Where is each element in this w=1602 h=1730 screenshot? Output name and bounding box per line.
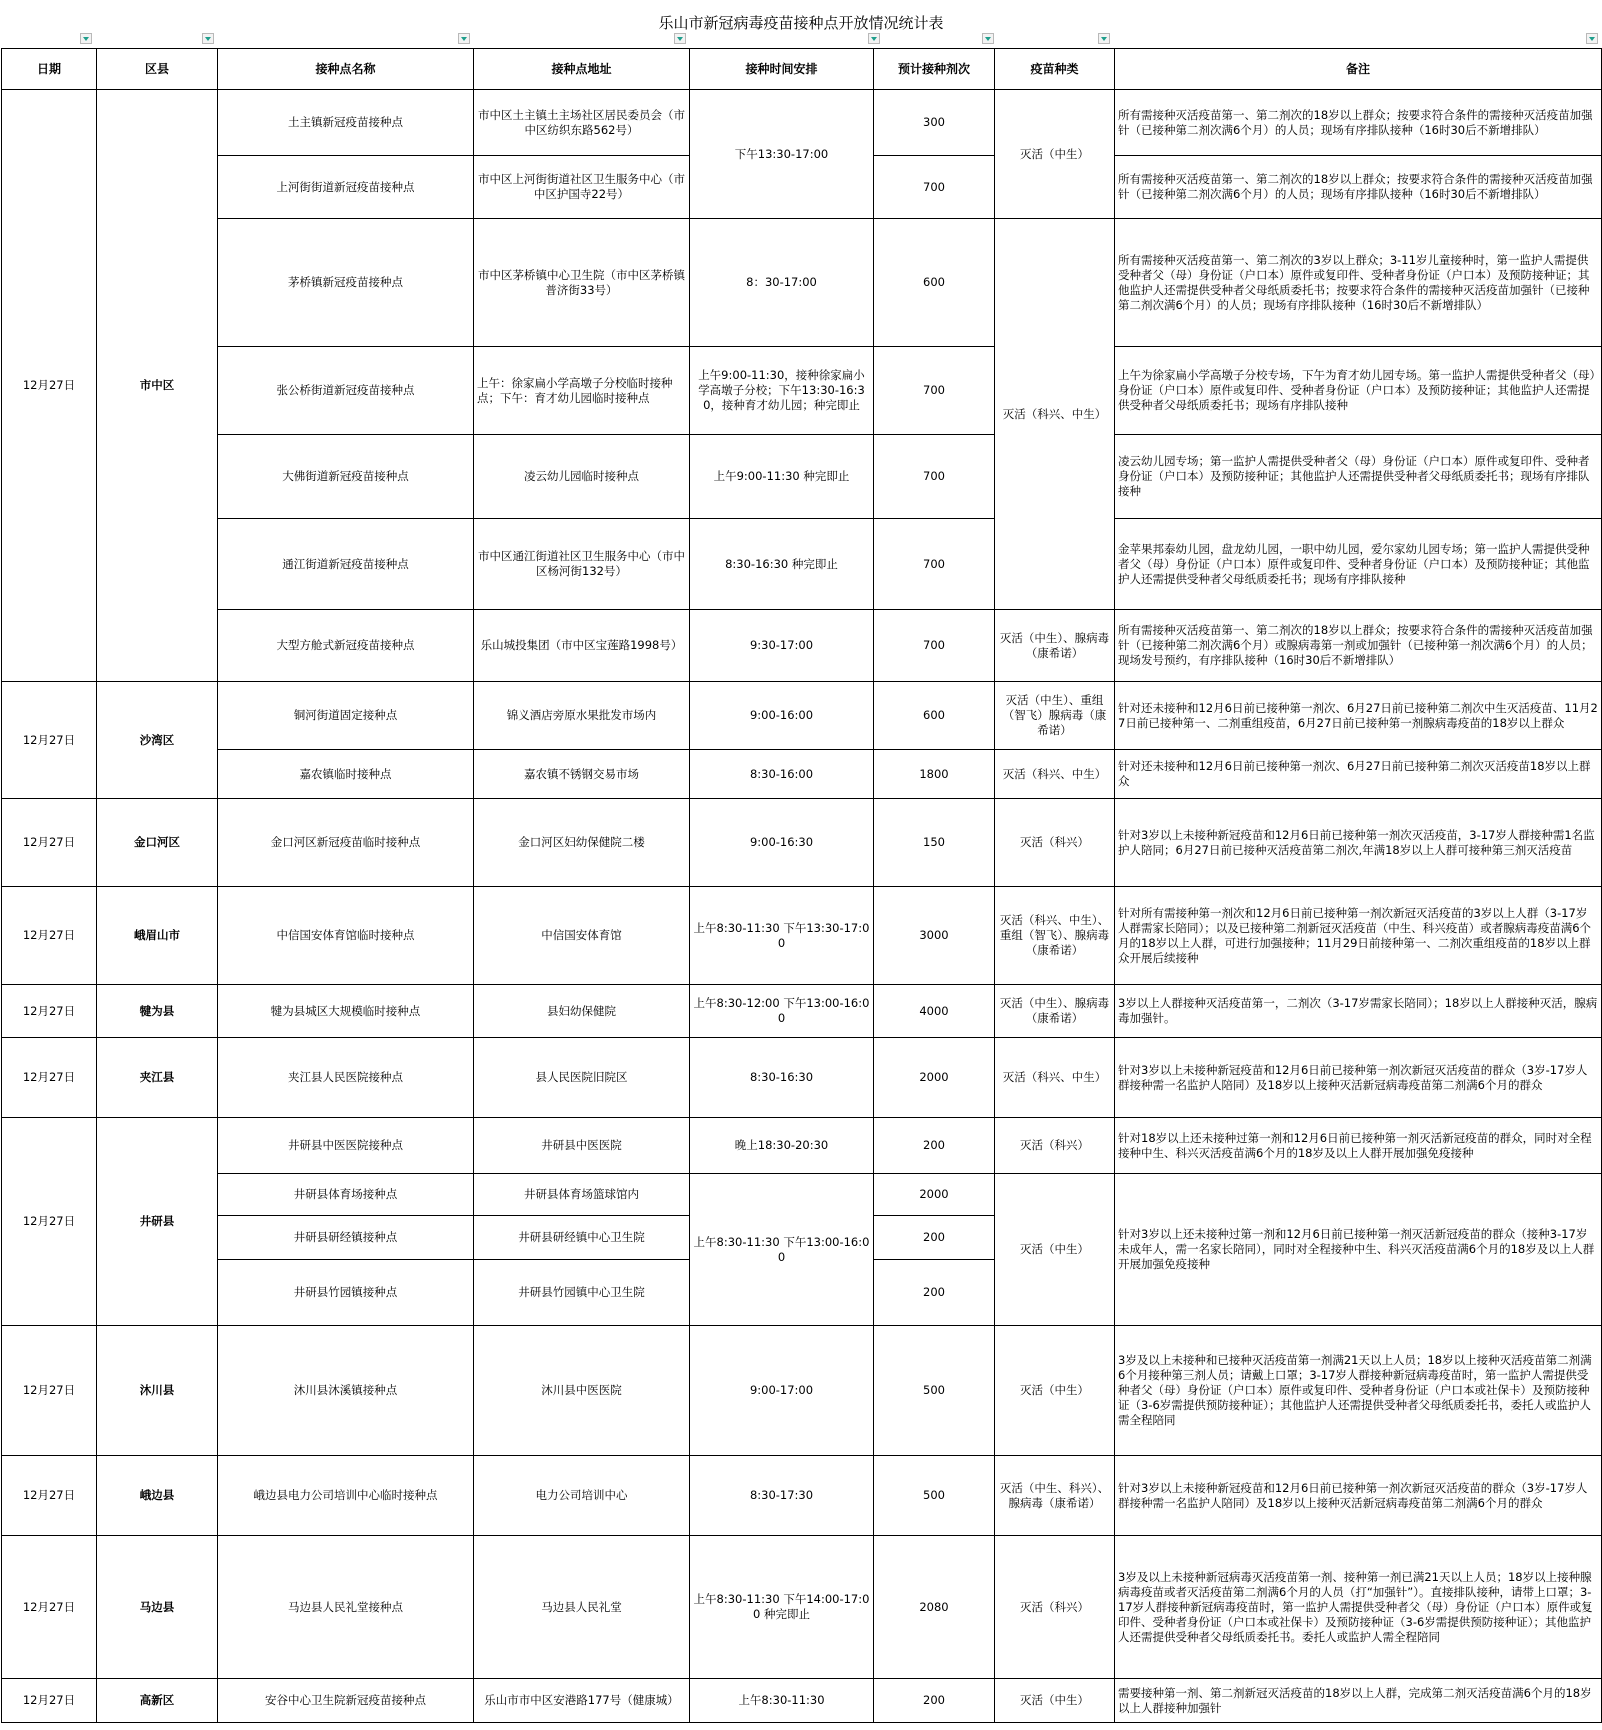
- district-cell: 峨边县: [97, 1456, 218, 1536]
- doses-cell: 700: [874, 347, 995, 435]
- district-cell: 金口河区: [97, 799, 218, 887]
- schedule-cell: 晚上18:30-20:30: [690, 1118, 874, 1174]
- site-name-cell: 井研县中医医院接种点: [218, 1118, 474, 1174]
- vaccine-cell: 灭活（中生）、腺病毒（康希诺）: [995, 985, 1115, 1038]
- site-name-cell: 土主镇新冠疫苗接种点: [218, 90, 474, 156]
- date-cell: 12月27日: [2, 799, 97, 887]
- site-address-cell: 县人民医院旧院区: [474, 1038, 690, 1118]
- district-cell: 马边县: [97, 1536, 218, 1679]
- remarks-cell: 3岁以上人群接种灭活疫苗第一，二剂次（3-17岁需家长陪同）；18岁以上人群接种灭活，腺病毒加强针。: [1115, 985, 1602, 1038]
- site-address-cell: 市中区通江街道社区卫生服务中心（市中区杨河街132号）: [474, 519, 690, 610]
- doses-cell: 700: [874, 435, 995, 519]
- table-row: [2, 519, 1602, 610]
- site-name-cell: 张公桥街道新冠疫苗接种点: [218, 347, 474, 435]
- vaccine-cell: 灭活（科兴、中生）: [995, 219, 1115, 610]
- vaccine-cell: 灭活（中生）: [995, 1326, 1115, 1456]
- remarks-cell: 需要接种第一剂、第二剂新冠灭活疫苗的18岁以上人群，完成第二剂灭活疫苗满6个月的18岁以上人群接种加强针: [1115, 1679, 1602, 1723]
- header-schedule: 接种时间安排: [690, 49, 874, 90]
- date-cell: 12月27日: [2, 1456, 97, 1536]
- date-cell: 12月27日: [2, 1679, 97, 1723]
- doses-cell: 700: [874, 610, 995, 682]
- site-name-cell: 井研县研经镇接种点: [218, 1216, 474, 1260]
- schedule-cell: 8:30-16:00: [690, 750, 874, 799]
- date-cell: 12月27日: [2, 887, 97, 985]
- site-name-cell: 上河街街道新冠疫苗接种点: [218, 156, 474, 219]
- site-address-cell: 县妇幼保健院: [474, 985, 690, 1038]
- vaccine-cell: 灭活（中生）: [995, 90, 1115, 219]
- schedule-cell: 8:30-16:30 种完即止: [690, 519, 874, 610]
- doses-cell: 300: [874, 90, 995, 156]
- site-name-cell: 峨边县电力公司培训中心临时接种点: [218, 1456, 474, 1536]
- doses-cell: 2000: [874, 1174, 995, 1216]
- district-cell: 沙湾区: [97, 682, 218, 799]
- vaccine-cell: 灭活（中生）、重组（智飞）腺病毒（康希诺）: [995, 682, 1115, 750]
- district-cell: 沐川县: [97, 1326, 218, 1456]
- filter-dropdown-icon[interactable]: [458, 33, 470, 44]
- schedule-cell: 上午8:30-11:30 下午14:00-17:00 种完即止: [690, 1536, 874, 1679]
- remarks-cell: 针对3岁以上未接种新冠疫苗和12月6日前已接种第一剂次灭活疫苗，3-17岁人群接种需1名监护人陪同；6月27日前已接种灭活疫苗第二剂次,年满18岁以上人群可接种第三剂灭活疫苗: [1115, 799, 1602, 887]
- site-name-cell: 大型方舱式新冠疫苗接种点: [218, 610, 474, 682]
- site-address-cell: 乐山市市中区安港路177号（健康城）: [474, 1679, 690, 1723]
- site-address-cell: 凌云幼儿园临时接种点: [474, 435, 690, 519]
- filter-dropdown-icon[interactable]: [674, 33, 686, 44]
- vaccine-cell: 灭活（中生）、腺病毒（康希诺）: [995, 610, 1115, 682]
- schedule-cell: 上午8:30-11:30 下午13:30-17:00: [690, 887, 874, 985]
- district-cell: 高新区: [97, 1679, 218, 1723]
- remarks-cell: 针对还未接种和12月6日前已接种第一剂次、6月27日前已接种第二剂次灭活疫苗18岁以上群众: [1115, 750, 1602, 799]
- remarks-cell: 3岁及以上未接种和已接种灭活疫苗第一剂满21天以上人员；18岁以上接种灭活疫苗第二剂满6个月接种第三剂人员；请戴上口罩；3-17岁人群接种新冠病毒疫苗时，第一监护人需提供受种者父（母）身份证（户口本）原件或复印件、受种者身份证（户口本或社保卡）及预防接种证（3-6岁需提供预防接种证）；其他监护人还需提供受种者父母纸质委托书，委托人或监护人需全程陪同: [1115, 1326, 1602, 1456]
- vaccine-cell: 灭活（中生）: [995, 1174, 1115, 1326]
- header-district: 区县: [97, 49, 218, 90]
- vaccine-cell: 灭活（科兴、中生）: [995, 1038, 1115, 1118]
- remarks-cell: 上午为徐家扁小学高墩子分校专场，下午为育才幼儿园专场。第一监护人需提供受种者父（母）身份证（户口本）原件或复印件、受种者身份证（户口本）及预防接种证；其他监护人还需提供受种者父母纸质委托书；现场有序排队接种: [1115, 347, 1602, 435]
- filter-dropdown-icon[interactable]: [1586, 33, 1598, 44]
- schedule-cell: 上午9:00-11:30 种完即止: [690, 435, 874, 519]
- vaccine-cell: 灭活（中生）: [995, 1679, 1115, 1723]
- site-name-cell: 嘉农镇临时接种点: [218, 750, 474, 799]
- site-address-cell: 市中区上河街街道社区卫生服务中心（市中区护国寺22号）: [474, 156, 690, 219]
- doses-cell: 500: [874, 1456, 995, 1536]
- remarks-cell: 3岁及以上未接种新冠病毒灭活疫苗第一剂、接种第一剂已满21天以上人员；18岁以上接种腺病毒疫苗或者灭活疫苗第二剂满6个月的人员（打“加强针”）。直接排队接种，请带上口罩；3-17岁人群接种新冠病毒疫苗时，第一监护人需提供受种者父（母）身份证（户口本）原件或复印件、受种者身份证（户口本或社保卡）及预防接种证（3-6岁需提供预防接种证）；其他监护人还需提供受种者父母纸质委托书。委托人或监护人需全程陪同: [1115, 1536, 1602, 1679]
- page-title: 乐山市新冠病毒疫苗接种点开放情况统计表: [658, 14, 944, 32]
- table-row: [2, 799, 1602, 887]
- schedule-cell: 8:30-16:30: [690, 1038, 874, 1118]
- site-name-cell: 大佛街道新冠疫苗接种点: [218, 435, 474, 519]
- site-address-cell: 市中区土主镇土主场社区居民委员会（市中区纺织东路562号）: [474, 90, 690, 156]
- doses-cell: 200: [874, 1118, 995, 1174]
- schedule-cell: 上午8:30-11:30: [690, 1679, 874, 1723]
- district-cell: 峨眉山市: [97, 887, 218, 985]
- site-name-cell: 中信国安体育馆临时接种点: [218, 887, 474, 985]
- date-cell: 12月27日: [2, 1038, 97, 1118]
- site-name-cell: 安谷中心卫生院新冠疫苗接种点: [218, 1679, 474, 1723]
- site-name-cell: 通江街道新冠疫苗接种点: [218, 519, 474, 610]
- header-vaccine-type: 疫苗种类: [995, 49, 1115, 90]
- table-row: [2, 1326, 1602, 1456]
- site-address-cell: 金口河区妇幼保健院二楼: [474, 799, 690, 887]
- remarks-cell: 针对3岁以上未接种新冠疫苗和12月6日前已接种第一剂次新冠灭活疫苗的群众（3岁-17岁人群接种需一名监护人陪同）及18岁以上接种灭活新冠病毒疫苗第二剂满6个月的群众: [1115, 1038, 1602, 1118]
- site-address-cell: 上午：徐家扁小学高墩子分校临时接种点；下午：育才幼儿园临时接种点: [474, 347, 690, 435]
- site-address-cell: 电力公司培训中心: [474, 1456, 690, 1536]
- doses-cell: 1800: [874, 750, 995, 799]
- doses-cell: 600: [874, 219, 995, 347]
- doses-cell: 500: [874, 1326, 995, 1456]
- table-row: [2, 1536, 1602, 1679]
- remarks-cell: 所有需接种灭活疫苗第一、第二剂次的18岁以上群众；按要求符合条件的需接种灭活疫苗加强针（已接种第二剂次满6个月）或腺病毒第一剂或加强针（已接种第一剂次满6个月）的人员；现场发号预约，有序排队接种（16时30后不新增排队）: [1115, 610, 1602, 682]
- filter-dropdown-icon[interactable]: [982, 33, 994, 44]
- remarks-cell: 金苹果邦泰幼儿园，盘龙幼儿园，一职中幼儿园，爱尔家幼儿园专场；第一监护人需提供受种者父（母）身份证（户口本）原件或复印件、受种者身份证（户口本）及预防接种证；其他监护人还需提供受种者父母纸质委托书；现场有序排队接种: [1115, 519, 1602, 610]
- table-row: [2, 1038, 1602, 1118]
- vaccine-cell: 灭活（科兴、中生）: [995, 750, 1115, 799]
- table-row: [2, 1456, 1602, 1536]
- filter-dropdown-icon[interactable]: [868, 33, 880, 44]
- header-site-name: 接种点名称: [218, 49, 474, 90]
- site-name-cell: 夹江县人民医院接种点: [218, 1038, 474, 1118]
- district-cell: 井研县: [97, 1118, 218, 1326]
- doses-cell: 700: [874, 519, 995, 610]
- table-row: [2, 682, 1602, 750]
- remarks-cell: 凌云幼儿园专场；第一监护人需提供受种者父（母）身份证（户口本）原件或复印件、受种者身份证（户口本）及预防接种证；其他监护人还需提供受种者父母纸质委托书；现场有序排队接种: [1115, 435, 1602, 519]
- vaccine-cell: 灭活（中生、科兴）、腺病毒（康希诺）: [995, 1456, 1115, 1536]
- site-name-cell: 井研县体育场接种点: [218, 1174, 474, 1216]
- table-row: [2, 610, 1602, 682]
- date-cell: 12月27日: [2, 1326, 97, 1456]
- schedule-cell: 上午8:30-12:00 下午13:00-16:00: [690, 985, 874, 1038]
- schedule-cell: 9:00-16:30: [690, 799, 874, 887]
- header-site-address: 接种点地址: [474, 49, 690, 90]
- table-row: [2, 887, 1602, 985]
- vaccine-cell: 灭活（科兴）: [995, 1536, 1115, 1679]
- site-name-cell: 铜河街道固定接种点: [218, 682, 474, 750]
- district-cell: 夹江县: [97, 1038, 218, 1118]
- remarks-cell: 所有需接种灭活疫苗第一、第二剂次的3岁以上群众；3-11岁儿童接种时，第一监护人需提供受种者父（母）身份证（户口本）原件或复印件、受种者身份证（户口本）及预防接种证；其他监护人还需提供受种者父母纸质委托书；按要求符合条件的需接种灭活疫苗加强针（已接种第二剂次满6个月）的人员；现场有序排队接种（16时30后不新增排队）: [1115, 219, 1602, 347]
- doses-cell: 150: [874, 799, 995, 887]
- site-address-cell: 锦义酒店旁原水果批发市场内: [474, 682, 690, 750]
- remarks-cell: 针对还未接种和12月6日前已接种第一剂次、6月27日前已接种第二剂次中生灭活疫苗、11月27日前已接种第一、二剂重组疫苗，6月27日前已接种第一剂腺病毒疫苗的18岁以上群众: [1115, 682, 1602, 750]
- site-name-cell: 金口河区新冠疫苗临时接种点: [218, 799, 474, 887]
- doses-cell: 3000: [874, 887, 995, 985]
- vaccine-cell: 灭活（科兴）: [995, 1118, 1115, 1174]
- schedule-cell: 下午13:30-17:00: [690, 90, 874, 219]
- site-address-cell: 井研县中医医院: [474, 1118, 690, 1174]
- doses-cell: 700: [874, 156, 995, 219]
- doses-cell: 600: [874, 682, 995, 750]
- filter-dropdown-icon[interactable]: [202, 33, 214, 44]
- site-name-cell: 马边县人民礼堂接种点: [218, 1536, 474, 1679]
- site-name-cell: 沐川县沐溪镇接种点: [218, 1326, 474, 1456]
- site-name-cell: 犍为县城区大规模临时接种点: [218, 985, 474, 1038]
- header-remarks: 备注: [1115, 49, 1602, 90]
- vaccine-cell: 灭活（科兴）: [995, 799, 1115, 887]
- vaccination-sites-table: [1, 48, 1602, 1723]
- site-address-cell: 井研县体育场篮球馆内: [474, 1174, 690, 1216]
- filter-dropdown-icon[interactable]: [80, 33, 92, 44]
- doses-cell: 4000: [874, 985, 995, 1038]
- site-address-cell: 井研县研经镇中心卫生院: [474, 1216, 690, 1260]
- remarks-cell: 针对3岁以上还未接种过第一剂和12月6日前已接种第一剂灭活新冠疫苗的群众（接种3-17岁未成年人，需一名家长陪同），同时对全程接种中生、科兴灭活疫苗满6个月的18岁及以上人群开展加强免疫接种: [1115, 1174, 1602, 1326]
- vaccine-cell: 灭活（科兴、中生）、重组（智飞）、腺病毒（康希诺）: [995, 887, 1115, 985]
- site-address-cell: 井研县竹园镇中心卫生院: [474, 1260, 690, 1326]
- table-row: [2, 1118, 1602, 1174]
- header-date: 日期: [2, 49, 97, 90]
- table-row: [2, 90, 1602, 156]
- table-row: [2, 1679, 1602, 1723]
- schedule-cell: 8:30-17:30: [690, 1456, 874, 1536]
- site-address-cell: 中信国安体育馆: [474, 887, 690, 985]
- site-address-cell: 马边县人民礼堂: [474, 1536, 690, 1679]
- date-cell: 12月27日: [2, 90, 97, 682]
- date-cell: 12月27日: [2, 985, 97, 1038]
- doses-cell: 200: [874, 1216, 995, 1260]
- site-name-cell: 井研县竹园镇接种点: [218, 1260, 474, 1326]
- district-cell: 犍为县: [97, 985, 218, 1038]
- table-row: [2, 347, 1602, 435]
- schedule-cell: 8：30-17:00: [690, 219, 874, 347]
- date-cell: 12月27日: [2, 1536, 97, 1679]
- doses-cell: 200: [874, 1260, 995, 1326]
- table-row: [2, 1174, 1602, 1216]
- site-address-cell: 乐山城投集团（市中区宝莲路1998号）: [474, 610, 690, 682]
- schedule-cell: 9:30-17:00: [690, 610, 874, 682]
- remarks-cell: 所有需接种灭活疫苗第一、第二剂次的18岁以上群众；按要求符合条件的需接种灭活疫苗加强针（已接种第二剂次满6个月）的人员；现场有序排队接种（16时30后不新增排队）: [1115, 156, 1602, 219]
- doses-cell: 200: [874, 1679, 995, 1723]
- district-cell: 市中区: [97, 90, 218, 682]
- filter-dropdown-icon[interactable]: [1098, 33, 1110, 44]
- remarks-cell: 针对所有需接种第一剂次和12月6日前已接种第一剂次新冠灭活疫苗的3岁以上人群（3-17岁人群需家长陪同）；以及已接种第二剂新冠灭活疫苗（中生、科兴疫苗）或者腺病毒疫苗满6个月的18岁以上人群，可进行加强接种；11月29日前接种第一、二剂次重组疫苗的18岁以上群众开展后续接种: [1115, 887, 1602, 985]
- schedule-cell: 上午9:00-11:30，接种徐家扁小学高墩子分校；下午13:30-16:30，接种育才幼儿园；种完即止: [690, 347, 874, 435]
- table-row: [2, 985, 1602, 1038]
- header-doses: 预计接种剂次: [874, 49, 995, 90]
- remarks-cell: 针对18岁以上还未接种过第一剂和12月6日前已接种第一剂灭活新冠疫苗的群众，同时对全程接种中生、科兴灭活疫苗满6个月的18岁及以上人群开展加强免疫接种: [1115, 1118, 1602, 1174]
- date-cell: 12月27日: [2, 1118, 97, 1326]
- table-row: [2, 219, 1602, 347]
- site-name-cell: 茅桥镇新冠疫苗接种点: [218, 219, 474, 347]
- filter-row: [0, 33, 1602, 47]
- table-row: [2, 750, 1602, 799]
- doses-cell: 2000: [874, 1038, 995, 1118]
- date-cell: 12月27日: [2, 682, 97, 799]
- schedule-cell: 上午8:30-11:30 下午13:00-16:00: [690, 1174, 874, 1326]
- site-address-cell: 嘉农镇不锈钢交易市场: [474, 750, 690, 799]
- table-row: [2, 435, 1602, 519]
- schedule-cell: 9:00-16:00: [690, 682, 874, 750]
- site-address-cell: 市中区茅桥镇中心卫生院（市中区茅桥镇普济街33号）: [474, 219, 690, 347]
- remarks-cell: 所有需接种灭活疫苗第一、第二剂次的18岁以上群众；按要求符合条件的需接种灭活疫苗加强针（已接种第二剂次满6个月）的人员；现场有序排队接种（16时30后不新增排队）: [1115, 90, 1602, 156]
- doses-cell: 2080: [874, 1536, 995, 1679]
- site-address-cell: 沐川县中医医院: [474, 1326, 690, 1456]
- remarks-cell: 针对3岁以上未接种新冠疫苗和12月6日前已接种第一剂次新冠灭活疫苗的群众（3岁-17岁人群接种需一名监护人陪同）及18岁以上接种灭活新冠病毒疫苗第二剂满6个月的群众: [1115, 1456, 1602, 1536]
- schedule-cell: 9:00-17:00: [690, 1326, 874, 1456]
- header-row: [2, 49, 1602, 90]
